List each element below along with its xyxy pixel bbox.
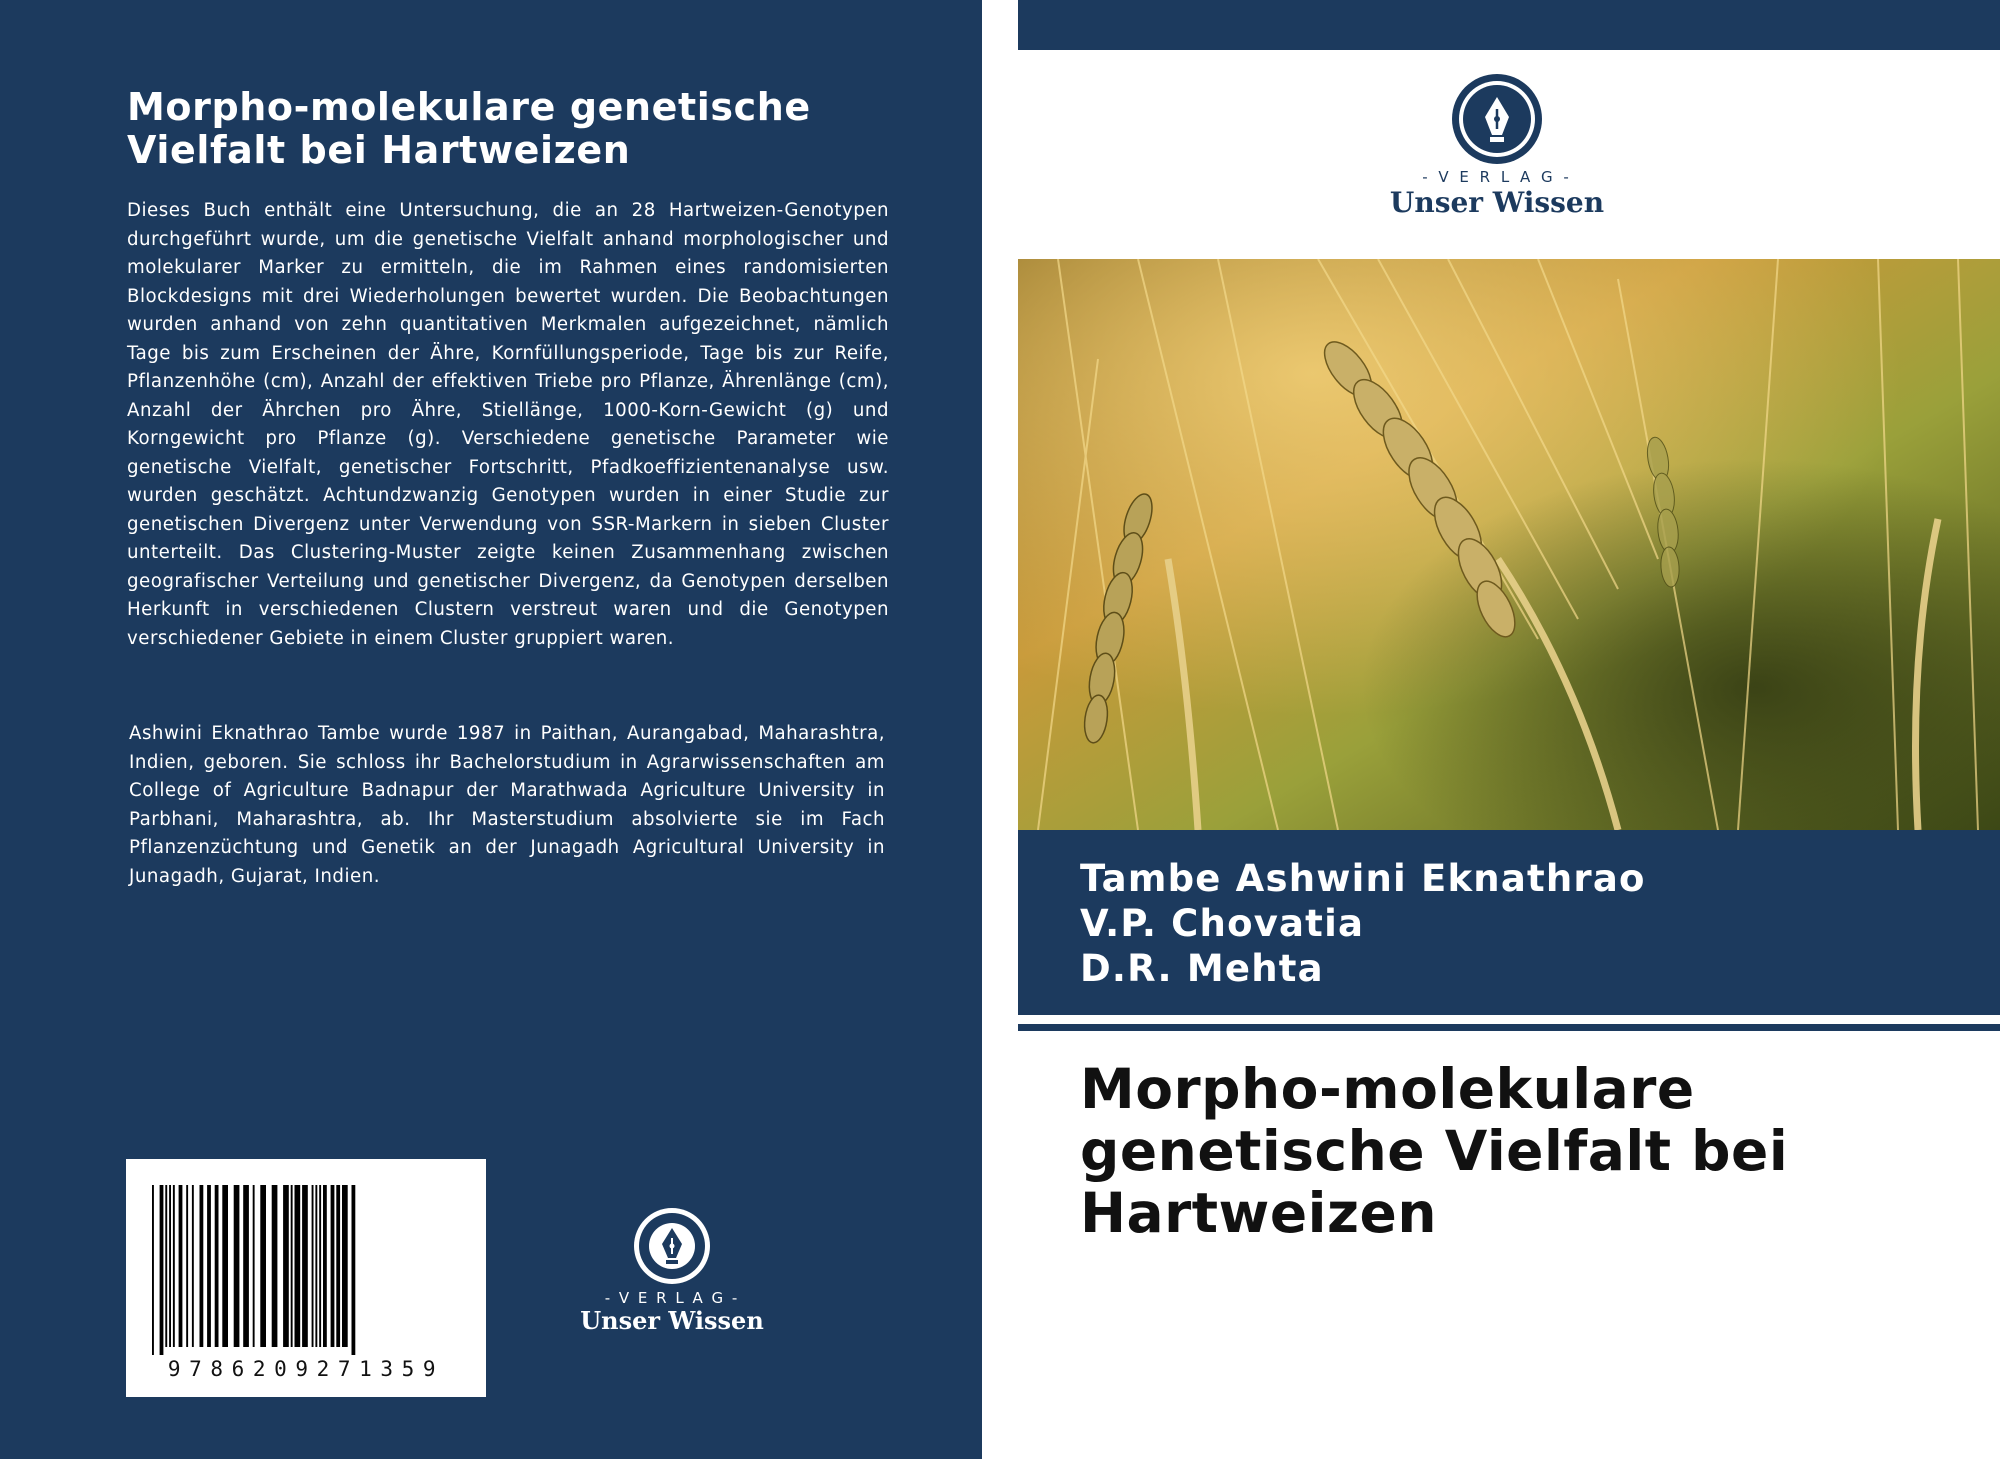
logo-verlag-label: - V E R L A G - (604, 1289, 740, 1307)
barcode-bar (200, 1185, 204, 1347)
barcode-bar (342, 1185, 348, 1347)
barcode-bar (253, 1185, 255, 1347)
barcode-bar (192, 1185, 194, 1347)
front-top-bar (1018, 0, 2000, 50)
barcode-bar (186, 1185, 188, 1347)
barcode-bar (243, 1185, 249, 1347)
barcode-bar (260, 1185, 266, 1347)
front-cover-title: Morpho-molekulare genetische Vielfalt bei Hartweizen (1080, 1057, 1789, 1245)
barcode-bar (207, 1185, 211, 1347)
author-name-1: Tambe Ashwini Eknathrao (1080, 857, 1646, 900)
back-cover-title: Morpho-molekulare genetische Vielfalt bei Hartweizen (127, 85, 811, 172)
back-cover-description: Dieses Buch enthält eine Untersuchung, die an 28 Hartweizen-Genotypen durchgeführt wurde, um die genetische Vielfalt anhand morphologischer und molekularer Marker zu ermitteln, die im Rahmen eines randomisierten Blockdesigns mit drei Wiederholungen bewertet wurden. Die Beobachtungen wurden anhand von zehn quantitativen Merkmalen aufgezeichnet, nämlich Tage bis zum Erscheinen der Ähre, Kornfüllungsperiode, Tage bis zur Reife, Pflanzenhöhe (cm), Anzahl der effektiven Triebe pro Pflanze, Ährenlänge (cm), Anzahl der Ährchen pro Ähre, Stiellänge, 1000-Korn-Gewicht (g) und Korngewicht pro Pflanze (g). Verschiedene genetische Parameter wie genetische Vielfalt, genetischer Fortschritt, Pfadkoeffizientenanalyse usw. wurden geschätzt. Achtundzwanzig Genotypen wurden in einer Studie zur genetischen Divergenz unter Verwendung von SSR-Markern in sieben Cluster unterteilt. Das Clustering-Muster zeigte keinen Zusammenhang zwischen geografischer Verteilung und genetischer Divergenz, da Genotypen derselben Herkunft in verschiedenen Clustern verstreut waren und die Genotypen verschiedener Gebiete in einem Cluster gruppiert waren. (127, 200, 889, 649)
barcode-bar (234, 1185, 240, 1347)
barcode-bar (222, 1185, 228, 1347)
logo-verlag-label: - V E R L A G - (1422, 168, 1572, 186)
barcode-bar (352, 1185, 356, 1355)
barcode-bar (152, 1185, 154, 1355)
author-band (1018, 830, 2000, 1015)
barcode-bars (126, 1159, 486, 1359)
barcode-bar (179, 1185, 183, 1347)
spine (982, 0, 1018, 1459)
barcode-bar (272, 1185, 278, 1347)
barcode-bar (315, 1185, 317, 1347)
barcode-bar (283, 1185, 289, 1347)
barcode-bar (215, 1185, 219, 1347)
barcode-bar (312, 1185, 314, 1347)
barcode-bar (336, 1185, 340, 1347)
barcode-digits: 9786209271359 (167, 1357, 445, 1381)
barcode-bar (302, 1185, 308, 1347)
fountain-pen-nib-icon (1451, 73, 1543, 165)
logo-publisher-name: Unser Wissen (580, 1306, 764, 1335)
author-biography: Ashwini Eknathrao Tambe wurde 1987 in Paithan, Aurangabad, Maharashtra, Indien, geboren. Sie schloss ihr Bachelorstudium in Agrarwissenschaften am College of Agriculture Badnapur der Marathwada Agriculture University in Parbhani, Maharashtra, ab. Ihr Masterstudium absolvierte sie im Fach Pflanzenzüchtung und Genetik an der Junagadh Agricultural University in Junagadh, Gujarat, Indien. (129, 723, 885, 887)
author-name-2: V.P. Chovatia (1080, 902, 1365, 945)
barcode-bar (173, 1185, 175, 1347)
front-cover (1018, 0, 2000, 1459)
barcode-bar (323, 1185, 327, 1347)
author-name-3: D.R. Mehta (1080, 947, 1324, 990)
barcode-bar (319, 1185, 321, 1347)
back-cover (0, 0, 982, 1459)
barcode-bar (295, 1185, 301, 1347)
barcode-bar (165, 1185, 167, 1347)
barcode-bar (160, 1185, 164, 1355)
logo-publisher-name: Unser Wissen (1389, 186, 1605, 219)
barcode-bar (169, 1185, 171, 1347)
isbn-barcode (126, 1159, 486, 1397)
fountain-pen-nib-icon (632, 1206, 712, 1286)
barcode-bar (331, 1185, 335, 1347)
divider-rule (1018, 1024, 2000, 1031)
barcode-bar (291, 1185, 293, 1347)
wheat-ears-photo (1018, 259, 2000, 830)
